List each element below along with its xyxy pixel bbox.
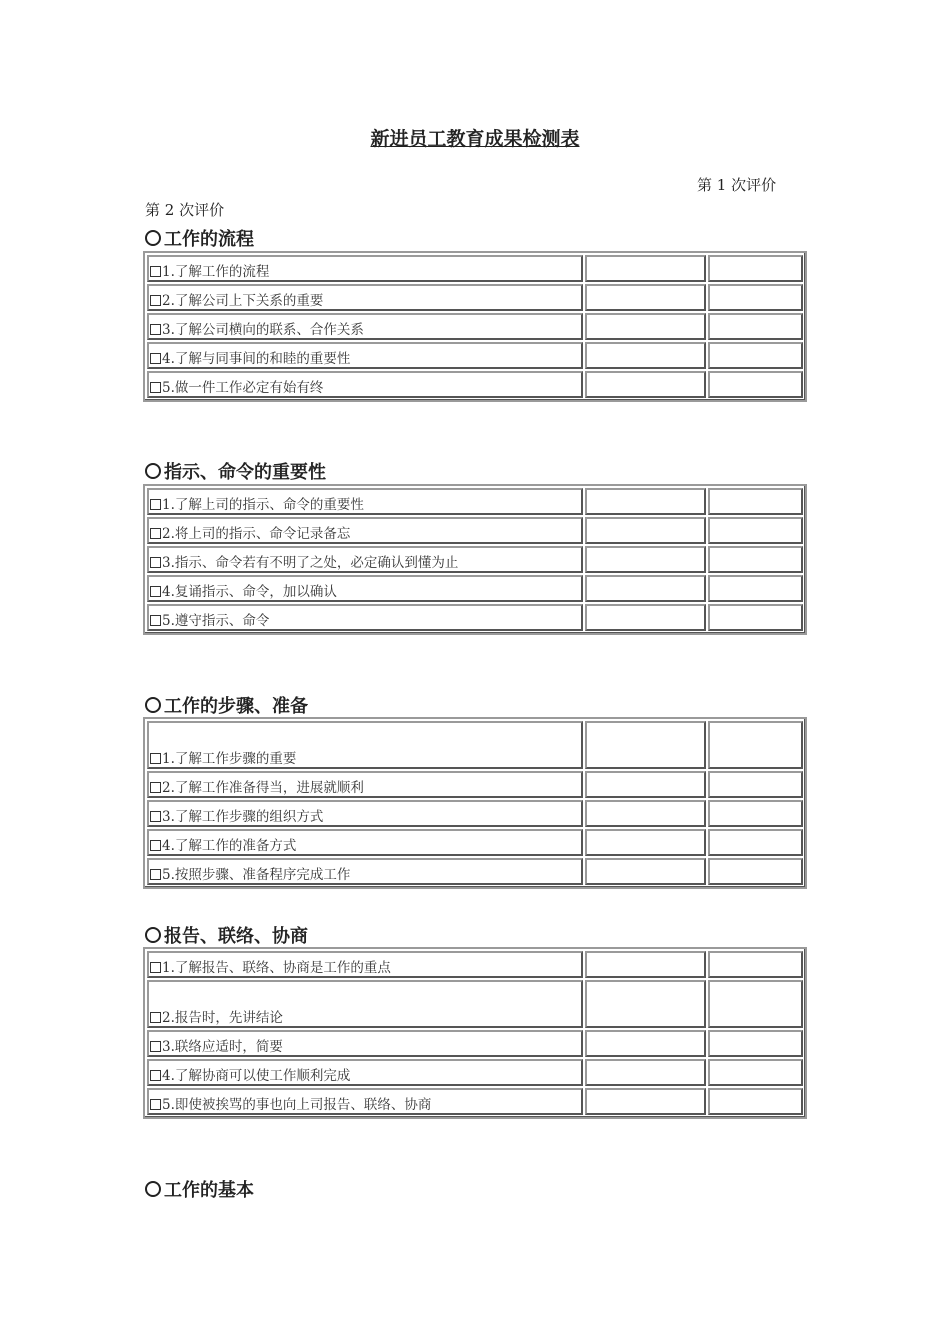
second-eval-cell[interactable] [708,488,803,515]
item-label: 5.遵守指示、命令 [162,613,270,629]
second-eval-cell[interactable] [708,858,803,885]
item-label: 2.将上司的指示、命令记录备忘 [162,526,351,542]
item-label: 2.了解公司上下关系的重要 [162,293,324,309]
checkbox[interactable] [150,1099,161,1110]
table-row [147,951,803,978]
section-heading-instructions [145,458,326,484]
item-label: 3.了解工作步骤的组织方式 [162,809,324,825]
checkbox[interactable] [150,353,161,364]
table-row [147,575,803,602]
second-eval-cell[interactable] [708,721,803,769]
checkbox[interactable] [150,324,161,335]
item-label: 1.了解报告、联络、协商是工作的重点 [162,960,391,976]
first-eval-cell[interactable] [585,1030,706,1057]
first-evaluation-label: 第 1 次评价 [697,176,777,194]
circle-icon [145,1181,161,1197]
item-label: 3.指示、命令若有不明了之处，必定确认到懂为止 [162,555,459,571]
second-eval-cell[interactable] [708,546,803,573]
first-eval-cell[interactable] [585,721,706,769]
first-eval-cell[interactable] [585,342,706,369]
section-heading-basics [145,1176,254,1202]
checkbox[interactable] [150,782,161,793]
checkbox[interactable] [150,1012,161,1023]
second-eval-cell[interactable] [708,951,803,978]
second-eval-cell[interactable] [708,517,803,544]
checkbox[interactable] [150,753,161,764]
first-eval-cell[interactable] [585,951,706,978]
item-label: 2.了解工作准备得当，进展就顺利 [162,780,364,796]
item-label: 4.了解与同事间的和睦的重要性 [162,351,351,367]
first-eval-cell[interactable] [585,546,706,573]
first-eval-cell[interactable] [585,371,706,398]
workflow-table [143,251,807,402]
item-label: 3.联络应适时，简要 [162,1039,283,1055]
first-eval-cell[interactable] [585,980,706,1028]
reporting-table [143,947,807,1119]
table-row [147,721,803,769]
section-title: 工作的步骤、准备 [164,696,308,717]
circle-icon [145,927,161,943]
second-eval-cell[interactable] [708,980,803,1028]
section-heading-reporting [145,922,308,948]
table-row [147,858,803,885]
checkbox[interactable] [150,840,161,851]
checkbox[interactable] [150,528,161,539]
item-label: 4.复诵指示、命令，加以确认 [162,584,337,600]
checkbox[interactable] [150,869,161,880]
table-row [147,255,803,282]
second-eval-cell[interactable] [708,342,803,369]
checkbox[interactable] [150,615,161,626]
first-eval-cell[interactable] [585,1059,706,1086]
table-row [147,517,803,544]
table-row [147,1059,803,1086]
checkbox[interactable] [150,962,161,973]
table-row [147,1088,803,1115]
first-eval-cell[interactable] [585,255,706,282]
section-title: 工作的基本 [164,1180,254,1201]
section-title: 指示、命令的重要性 [164,462,326,483]
first-eval-cell[interactable] [585,604,706,631]
table-row [147,371,803,398]
second-eval-cell[interactable] [708,255,803,282]
first-eval-cell[interactable] [585,1088,706,1115]
first-eval-cell[interactable] [585,858,706,885]
table-row [147,980,803,1028]
table-row [147,342,803,369]
checkbox[interactable] [150,1070,161,1081]
section-title: 工作的流程 [164,229,254,250]
second-eval-cell[interactable] [708,1030,803,1057]
checkbox[interactable] [150,1041,161,1052]
second-eval-cell[interactable] [708,771,803,798]
second-eval-cell[interactable] [708,284,803,311]
second-eval-cell[interactable] [708,829,803,856]
table-row [147,771,803,798]
checkbox[interactable] [150,586,161,597]
checkbox[interactable] [150,266,161,277]
table-row [147,313,803,340]
first-eval-cell[interactable] [585,313,706,340]
item-label: 1.了解工作步骤的重要 [162,751,297,767]
table-row [147,1030,803,1057]
first-eval-cell[interactable] [585,829,706,856]
item-label: 5.按照步骤、准备程序完成工作 [162,867,351,883]
checkbox[interactable] [150,811,161,822]
second-eval-cell[interactable] [708,575,803,602]
steps-table [143,717,807,889]
item-label: 5.做一件工作必定有始有终 [162,380,324,396]
instructions-table [143,484,807,635]
second-eval-cell[interactable] [708,371,803,398]
table-row [147,604,803,631]
circle-icon [145,230,161,246]
first-eval-cell[interactable] [585,771,706,798]
item-label: 1.了解上司的指示、命令的重要性 [162,497,364,513]
checkbox[interactable] [150,382,161,393]
second-eval-cell[interactable] [708,800,803,827]
second-evaluation-label: 第 2 次评价 [145,201,225,219]
section-title: 报告、联络、协商 [164,926,308,947]
first-eval-cell[interactable] [585,575,706,602]
second-eval-cell[interactable] [708,604,803,631]
second-eval-cell[interactable] [708,1088,803,1115]
table-row [147,284,803,311]
first-eval-cell[interactable] [585,284,706,311]
second-eval-cell[interactable] [708,1059,803,1086]
item-label: 3.了解公司横向的联系、合作关系 [162,322,364,338]
first-eval-cell[interactable] [585,517,706,544]
item-label: 5.即使被挨骂的事也向上司报告、联络、协商 [162,1097,432,1113]
item-label: 4.了解协商可以使工作顺利完成 [162,1068,351,1084]
table-row [147,800,803,827]
table-row [147,488,803,515]
page-title: 新进员工教育成果检测表 [370,128,580,150]
first-eval-cell[interactable] [585,488,706,515]
table-row [147,546,803,573]
circle-icon [145,697,161,713]
item-label: 4.了解工作的准备方式 [162,838,297,854]
table-row [147,829,803,856]
circle-icon [145,463,161,479]
checkbox[interactable] [150,557,161,568]
section-heading-workflow [145,225,254,251]
section-heading-steps [145,692,308,718]
first-eval-cell[interactable] [585,800,706,827]
checkbox[interactable] [150,295,161,306]
second-eval-cell[interactable] [708,313,803,340]
item-label: 2.报告时，先讲结论 [162,1010,283,1026]
checkbox[interactable] [150,499,161,510]
item-label: 1.了解工作的流程 [162,264,270,280]
